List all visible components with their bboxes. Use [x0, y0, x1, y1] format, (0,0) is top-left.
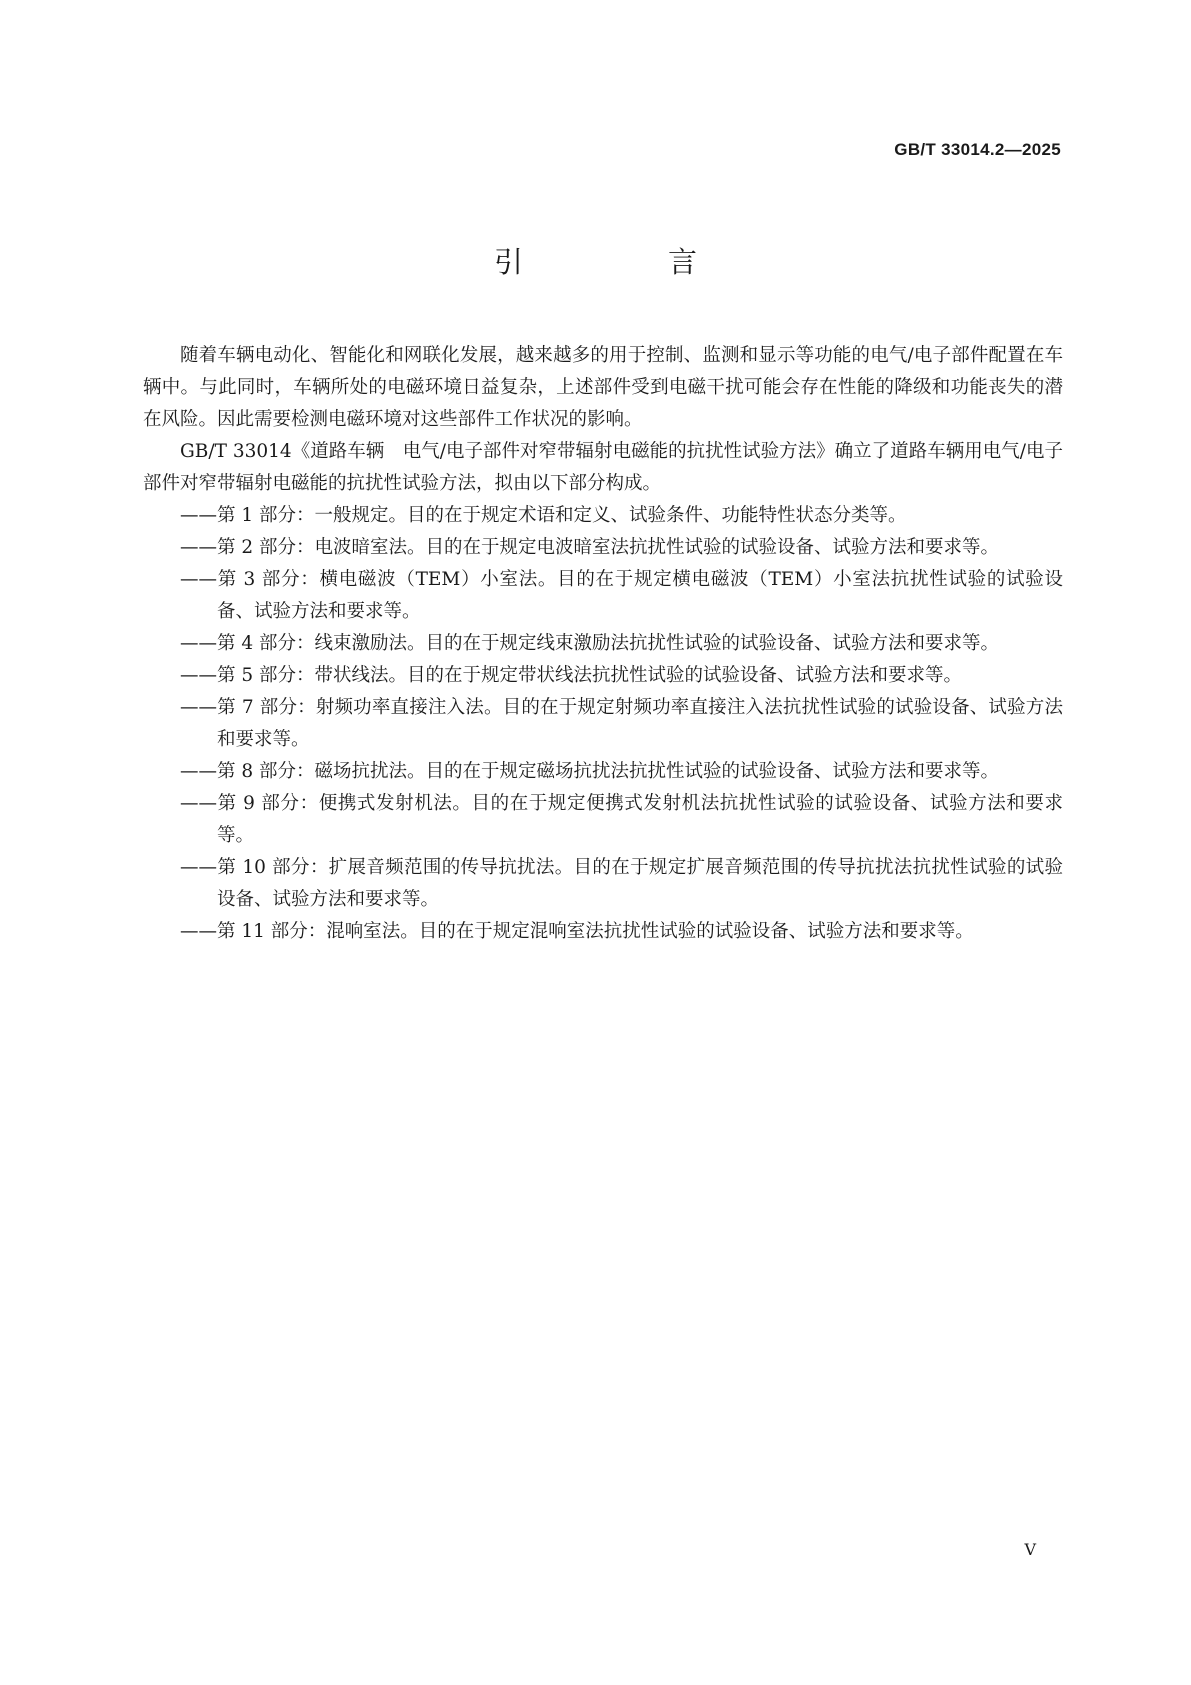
list-item: ——第 4 部分：线束激励法。目的在于规定线束激励法抗扰性试验的试验设备、试验方法和要求等。 [180, 633, 1000, 654]
page-number: V [1024, 1540, 1036, 1559]
list-item: ——第 7 部分：射频功率直接注入法。目的在于规定射频功率直接注入法抗扰性试验的试验设备、试验方法和要求等。 [180, 697, 1063, 750]
list-item: ——第 9 部分：便携式发射机法。目的在于规定便携式发射机法抗扰性试验的试验设备、试验方法和要求等。 [180, 793, 1063, 846]
list-item: ——第 11 部分：混响室法。目的在于规定混响室法抗扰性试验的试验设备、试验方法和要求等。 [180, 921, 974, 942]
intro-paragraph: GB/T 33014《道路车辆 电气/电子部件对窄带辐射电磁能的抗扰性试验方法》确立了道路车辆用电气/电子部件对窄带辐射电磁能的抗扰性试验方法，拟由以下部分构成。 [143, 441, 1063, 494]
list-item: ——第 3 部分：横电磁波（TEM）小室法。目的在于规定横电磁波（TEM）小室法抗扰性试验的试验设备、试验方法和要求等。 [180, 569, 1063, 622]
intro-paragraph: 随着车辆电动化、智能化和网联化发展，越来越多的用于控制、监测和显示等功能的电气/电子部件配置在车辆中。与此同时，车辆所处的电磁环境日益复杂，上述部件受到电磁干扰可能会存在性能的降级和功能丧失的潜在风险。因此需要检测电磁环境对这些部件工作状况的影响。 [143, 345, 1063, 430]
list-item: ——第 5 部分：带状线法。目的在于规定带状线法抗扰性试验的试验设备、试验方法和要求等。 [180, 665, 963, 686]
list-item: ——第 1 部分：一般规定。目的在于规定术语和定义、试验条件、功能特性状态分类等。 [180, 505, 907, 526]
list-item: ——第 8 部分：磁场抗扰法。目的在于规定磁场抗扰法抗扰性试验的试验设备、试验方法和要求等。 [180, 761, 1000, 782]
list-item: ——第 10 部分：扩展音频范围的传导抗扰法。目的在于规定扩展音频范围的传导抗扰法抗扰性试验的试验设备、试验方法和要求等。 [180, 857, 1063, 910]
introduction-body [143, 340, 1063, 948]
parts-list [143, 500, 1063, 948]
standard-code: GB/T 33014.2—2025 [894, 140, 1061, 159]
page-title: 引 言 [493, 245, 755, 279]
list-item: ——第 2 部分：电波暗室法。目的在于规定电波暗室法抗扰性试验的试验设备、试验方法和要求等。 [180, 537, 1000, 558]
